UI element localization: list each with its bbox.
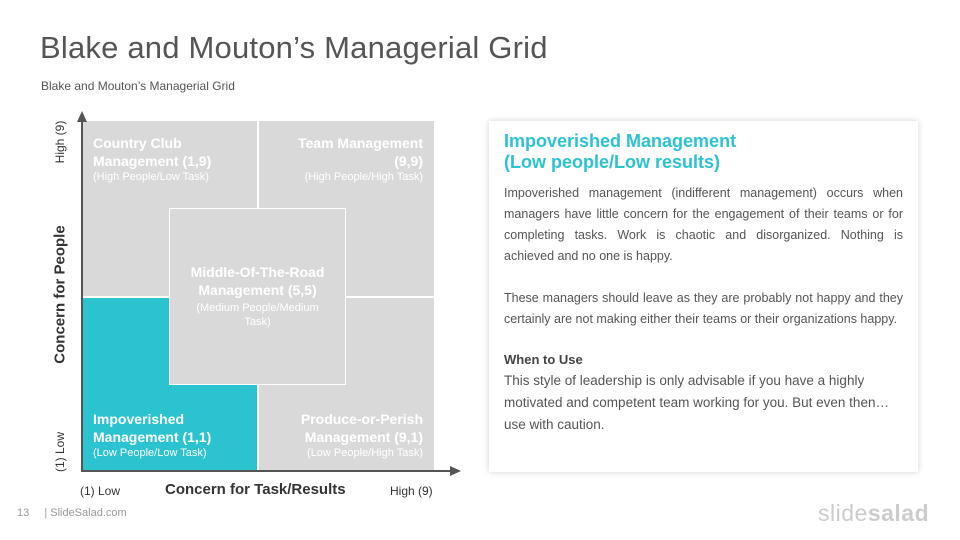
logo-bold-text: salad — [867, 500, 930, 526]
logo-light-text: slide — [818, 500, 868, 526]
x-axis-line — [82, 470, 452, 472]
y-axis-low-label: (1) Low — [53, 432, 67, 473]
managerial-grid — [82, 121, 434, 471]
cell-heading: Impoverished Management (1,1) — [93, 411, 212, 445]
y-axis-title: Concern for People — [51, 225, 69, 364]
cell-subtext: (High People/High Task) — [304, 171, 423, 183]
panel-heading-line1: Impoverished Management — [504, 131, 737, 151]
panel-heading-line2: (Low people/Low results) — [504, 152, 721, 172]
cell-subtext: (Low People/Low Task) — [93, 447, 207, 459]
footer — [17, 507, 127, 519]
slidesalad-logo — [818, 500, 929, 527]
x-axis-low-label: (1) Low — [80, 484, 121, 498]
y-axis-high-label: High (9) — [53, 120, 67, 164]
x-axis-high-label: High (9) — [390, 484, 433, 498]
page-number: 13 — [17, 507, 30, 519]
cell-subtext: (Medium People/Medium Task) — [196, 302, 319, 328]
slide-title: Blake and Mouton’s Managerial Grid — [40, 30, 548, 65]
panel-paragraph-2: These managers should leave as they are probably not happy and they certainly are not making either their teams or their organizations happy. — [504, 291, 903, 326]
footer-site: | SlideSalad.com — [44, 507, 127, 519]
description-panel — [489, 121, 918, 472]
panel-heading — [504, 131, 903, 173]
slide-subtitle: Blake and Mouton’s Managerial Grid — [41, 79, 235, 93]
y-axis-line — [81, 121, 83, 472]
x-axis-title: Concern for Task/Results — [165, 481, 346, 498]
cell-heading: Middle-Of-The-Road Management (5,5) — [190, 264, 325, 298]
cell-heading: Produce-or-Perish Management (9,1) — [300, 411, 423, 445]
cell-middle-of-the-road — [169, 208, 346, 385]
cell-subtext: (High People/Low Task) — [93, 171, 209, 183]
when-to-use-body: This style of leadership is only advisable if you have a highly motivated and competent team working for you. But even then… use with caution. — [504, 373, 889, 432]
cell-heading: Country Club Management (1,9) — [93, 135, 212, 169]
panel-paragraph-1: Impoverished management (indifferent management) occurs when managers have little concern for the engagement of their teams or for completing tasks. Work is chaotic and disorganized. Nothing is achieved and no one is happy. — [504, 186, 903, 263]
x-axis-arrow-icon — [450, 466, 461, 476]
cell-heading: Team Management (9,9) — [298, 135, 423, 169]
when-to-use-heading: When to Use — [504, 352, 583, 367]
y-axis-arrow-icon — [77, 111, 87, 122]
cell-subtext: (Low People/High Task) — [307, 447, 423, 459]
